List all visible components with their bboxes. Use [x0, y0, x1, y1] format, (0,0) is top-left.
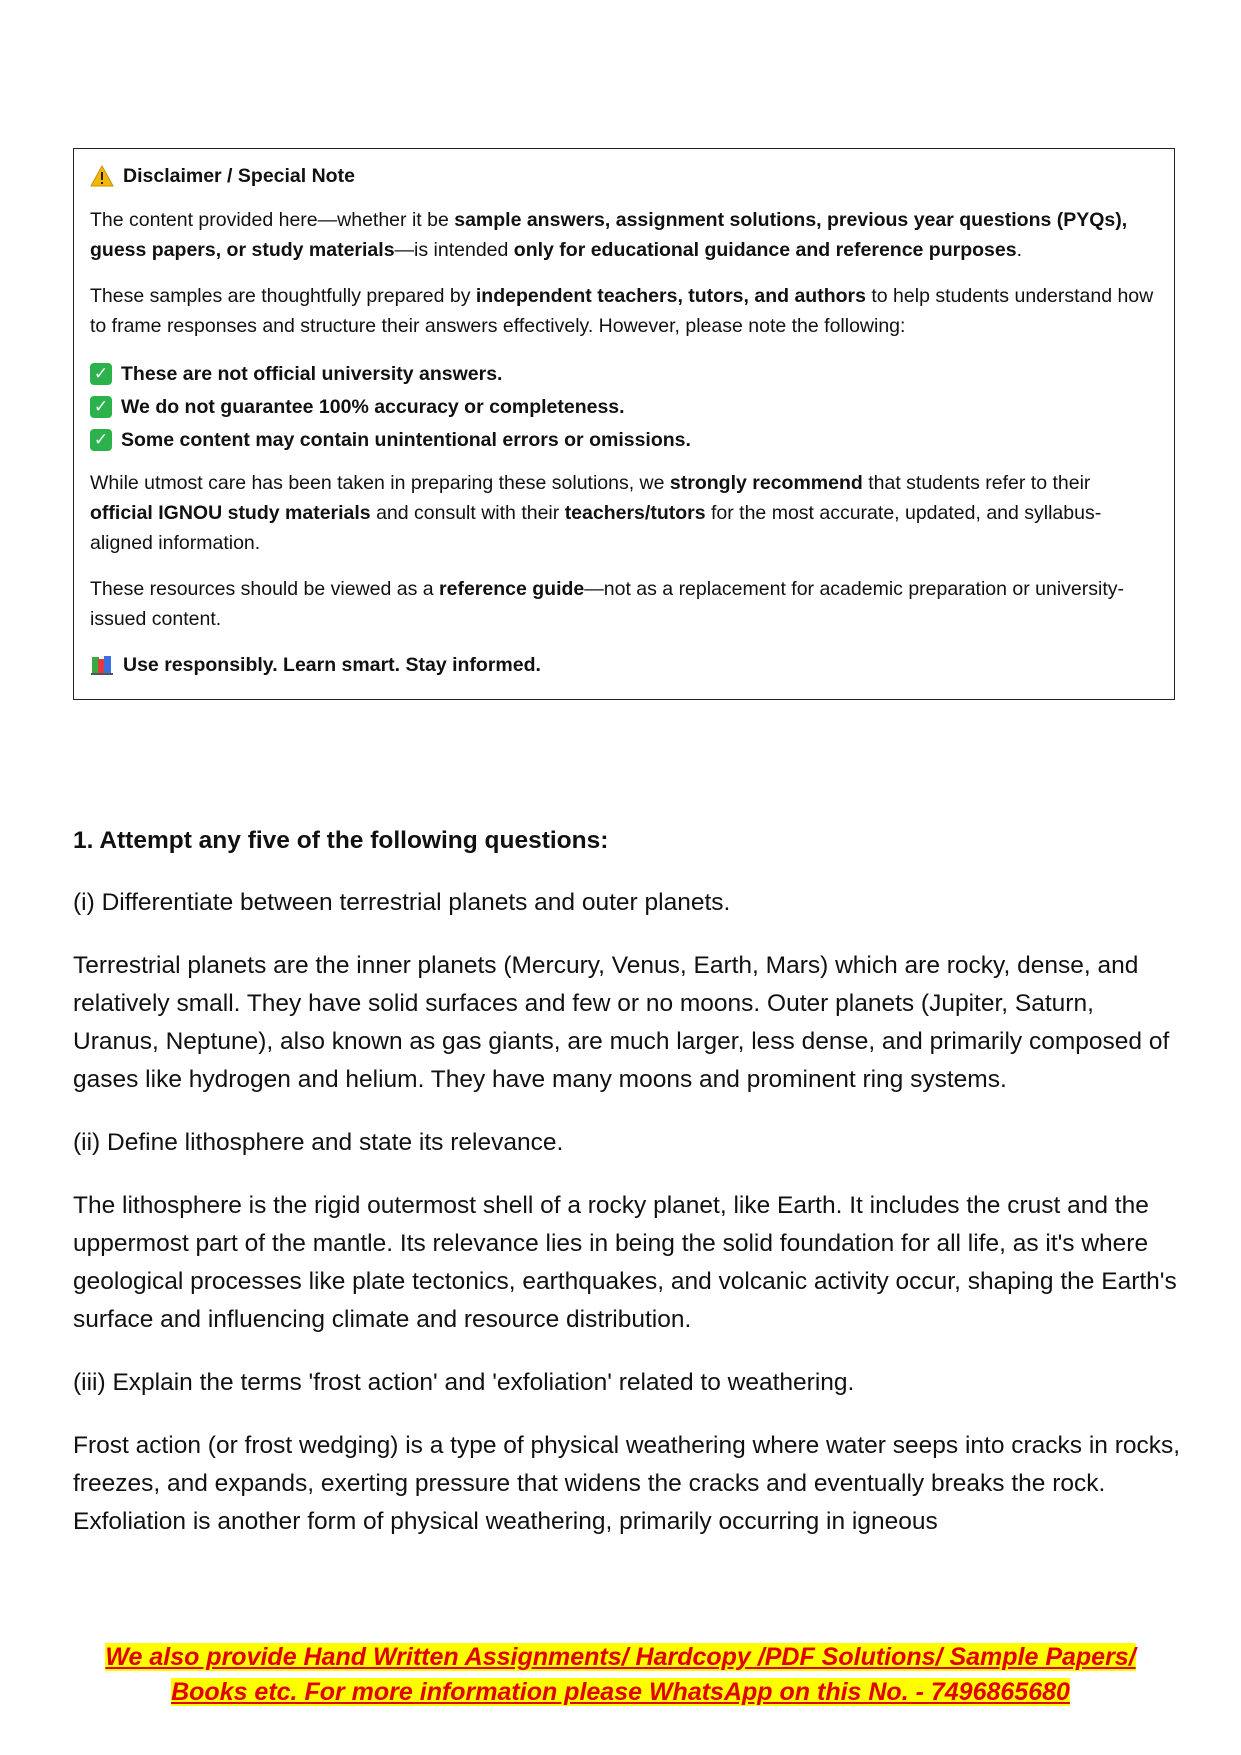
answer-3: Frost action (or frost wedging) is a type of physical weathering where water seeps into cracks in rocks, freezes, and expands, exerting pressure that widens the cracks and eventually breaks the rock. Exfoliation is another form of physical weathering, primarily occurring in igneous	[73, 1432, 1181, 1535]
main-content	[73, 822, 1183, 1566]
promo-banner	[0, 1640, 1241, 1710]
check-box-icon: ✓	[90, 396, 112, 418]
disclaimer-closing: Use responsibly. Learn smart. Stay informed.	[123, 654, 541, 676]
bold-text: reference guide	[439, 578, 585, 600]
text: .	[1016, 239, 1023, 261]
check-item	[90, 357, 1158, 390]
check-item-text: Some content may contain unintentional errors or omissions.	[121, 428, 691, 451]
disclaimer-paragraph-2	[90, 281, 1158, 341]
check-item	[90, 423, 1158, 456]
text: These resources should be viewed as a	[90, 578, 440, 600]
text: and consult with their	[370, 502, 565, 524]
bold-text: only for educational guidance and reference purposes	[513, 239, 1017, 261]
disclaimer-paragraph-1	[90, 205, 1158, 265]
text: that students refer to their	[862, 472, 1091, 494]
question-1: (i) Differentiate between terrestrial planets and outer planets.	[73, 889, 731, 916]
bold-text: official IGNOU study materials	[90, 502, 371, 524]
check-item-text: We do not guarantee 100% accuracy or completeness.	[121, 395, 625, 418]
disclaimer-title: Disclaimer / Special Note	[123, 165, 355, 187]
warning-icon	[90, 165, 114, 187]
disclaimer-closing-row	[90, 650, 1158, 680]
question-3: (iii) Explain the terms 'frost action' and 'exfoliation' related to weathering.	[73, 1369, 855, 1396]
text: to help students understand how to frame responses and structure their answers effectively. However, please note the following:	[90, 285, 1154, 337]
disclaimer-check-list	[90, 357, 1158, 456]
disclaimer-paragraph-4	[90, 574, 1158, 634]
answer-1: Terrestrial planets are the inner planets (Mercury, Venus, Earth, Mars) which are rocky, dense, and relatively small. They have solid surfaces and few or no moons. Outer planets (Jupiter, Saturn, Uranus, Neptune), also known as gas giants, are much larger, less dense, and primarily composed of gases like hydrogen and helium. They have many moons and prominent ring systems.	[73, 952, 1170, 1093]
check-item	[90, 390, 1158, 423]
bold-text: strongly recommend	[669, 472, 863, 494]
text: The content provided here—whether it be	[90, 209, 455, 231]
text: —not as a replacement for academic preparation or university-issued content.	[90, 578, 1125, 630]
bold-text: sample answers, assignment solutions, previous year questions (PYQs), guess papers, or study materials	[90, 209, 1128, 261]
section-heading: 1. Attempt any five of the following questions:	[73, 827, 609, 854]
disclaimer-paragraph-3	[90, 468, 1158, 558]
text: —is intended	[394, 239, 514, 261]
books-icon	[90, 654, 114, 676]
text: for the most accurate, updated, and syllabus-aligned information.	[90, 502, 1102, 554]
answer-2: The lithosphere is the rigid outermost shell of a rocky planet, like Earth. It includes the crust and the uppermost part of the mantle. Its relevance lies in being the solid foundation for all life, as it's where geological processes like plate tectonics, earthquakes, and volcanic activity occur, shaping the Earth's surface and influencing climate and resource distribution.	[73, 1192, 1177, 1333]
promo-line-1: We also provide Hand Written Assignments/ Hardcopy /PDF Solutions/ Sample Papers/	[105, 1643, 1136, 1671]
check-box-icon: ✓	[90, 429, 112, 451]
disclaimer-box	[73, 148, 1175, 700]
text: While utmost care has been taken in preparing these solutions, we	[90, 472, 670, 494]
text: These samples are thoughtfully prepared by	[90, 285, 476, 307]
bold-text: teachers/tutors	[564, 502, 706, 524]
disclaimer-title-row	[90, 161, 1158, 191]
check-item-text: These are not official university answers.	[121, 362, 503, 385]
check-box-icon: ✓	[90, 363, 112, 385]
promo-line-2: Books etc. For more information please WhatsApp on this No. - 7496865680	[171, 1678, 1070, 1706]
bold-text: independent teachers, tutors, and authors	[475, 285, 866, 307]
question-2: (ii) Define lithosphere and state its relevance.	[73, 1129, 564, 1156]
